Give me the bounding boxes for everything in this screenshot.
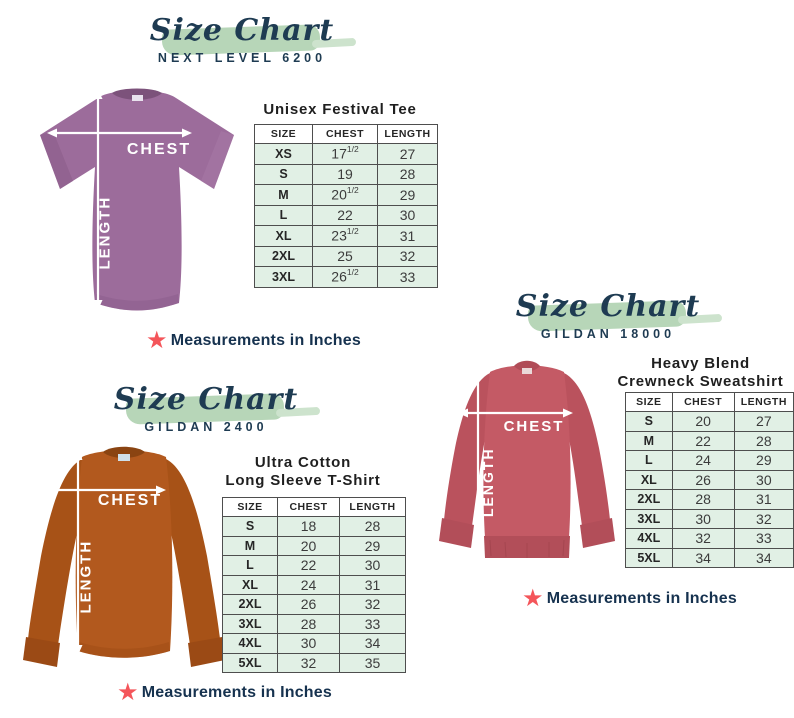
- size-row-xl: [255, 226, 438, 247]
- star-icon: ★: [117, 679, 139, 706]
- note-text: Measurements in Inches: [141, 684, 332, 701]
- measurement-cell: 28: [734, 431, 793, 451]
- note-text: Measurements in Inches: [170, 332, 361, 349]
- sweatshirt-image: [430, 356, 624, 574]
- measurement-cell: 28: [378, 164, 438, 185]
- size-cell: S: [626, 412, 673, 432]
- measurement-cell: 34: [734, 548, 793, 568]
- measurement-cell: 33: [340, 614, 406, 634]
- size-cell: XL: [255, 226, 313, 247]
- size-table-gildan-2400: [222, 497, 406, 673]
- length-arrow-label: LENGTH: [96, 195, 114, 270]
- measurement-cell: 29: [340, 536, 406, 556]
- size-cell: 4XL: [223, 634, 278, 654]
- sweatshirt-graphic: [430, 356, 624, 574]
- measurement-cell: 33: [734, 529, 793, 549]
- size-cell: 4XL: [626, 529, 673, 549]
- measurements-note: [146, 327, 361, 354]
- size-cell: L: [223, 556, 278, 576]
- header-row: [255, 125, 438, 144]
- measurement-cell: 26: [672, 470, 734, 490]
- measurement-cell: 34: [340, 634, 406, 654]
- measurement-cell: 24: [278, 575, 340, 595]
- measurement-cell: 28: [672, 490, 734, 510]
- size-cell: 2XL: [223, 595, 278, 615]
- size-cell: XS: [255, 144, 313, 165]
- brand-model-label: GILDAN 2400: [144, 420, 268, 434]
- measurement-cell: 30: [340, 556, 406, 576]
- measurement-cell: 29: [734, 451, 793, 471]
- long-sleeve-shirt-image: [10, 441, 238, 683]
- product-title-line: Long Sleeve T-Shirt: [225, 471, 381, 489]
- size-cell: XL: [223, 575, 278, 595]
- size-cell: 3XL: [626, 509, 673, 529]
- size-cell: M: [223, 536, 278, 556]
- measurement-cell: 29: [378, 185, 438, 206]
- size-row-l: [255, 205, 438, 226]
- column-header-size: SIZE: [626, 393, 673, 412]
- measurements-note: [522, 585, 737, 612]
- measurement-cell: 20: [672, 412, 734, 432]
- measurement-cell: 18: [278, 517, 340, 537]
- brand-model-label: NEXT LEVEL 6200: [157, 51, 327, 65]
- size-row-2xl: [255, 246, 438, 267]
- size-row-l: [223, 556, 406, 576]
- size-row-s: [626, 412, 794, 432]
- size-cell: S: [255, 164, 313, 185]
- product-title: [608, 355, 793, 390]
- size-row-4xl: [223, 634, 406, 654]
- product-title-line: Unisex Festival Tee: [263, 101, 417, 118]
- measurement-cell: 25: [313, 246, 378, 267]
- measurement-cell: 30: [378, 205, 438, 226]
- note-text: Measurements in Inches: [546, 590, 737, 607]
- column-header-size: SIZE: [223, 498, 278, 517]
- measurement-cell: 31: [734, 490, 793, 510]
- measurement-cell: $17^{1/2}$: [313, 144, 378, 165]
- measurement-cell: 22: [278, 556, 340, 576]
- tshirt-graphic: [28, 82, 246, 317]
- column-header-chest: CHEST: [278, 498, 340, 517]
- size-row-3xl: [626, 509, 794, 529]
- size-row-2xl: [626, 490, 794, 510]
- length-arrow-label: LENGTH: [77, 539, 95, 614]
- size-cell: L: [626, 451, 673, 471]
- size-cell: M: [626, 431, 673, 451]
- measurement-cell: $20^{1/2}$: [313, 185, 378, 206]
- measurement-cell: 33: [378, 267, 438, 288]
- size-table-next-level-6200: [254, 124, 438, 288]
- star-icon: ★: [146, 327, 168, 354]
- size-row-5xl: [626, 548, 794, 568]
- column-header-length: LENGTH: [378, 125, 438, 144]
- measurement-cell: 22: [672, 431, 734, 451]
- tshirt-image: [28, 82, 246, 317]
- neck-tag: [118, 454, 130, 461]
- measurement-cell: 31: [378, 226, 438, 247]
- size-row-3xl: [223, 614, 406, 634]
- chart3-title-block: [488, 288, 728, 341]
- size-row-m: [223, 536, 406, 556]
- size-cell: 2XL: [255, 246, 313, 267]
- length-arrow-label: LENGTH: [480, 447, 496, 517]
- measurement-cell: 20: [278, 536, 340, 556]
- size-cell: 5XL: [626, 548, 673, 568]
- size-row-5xl: [223, 653, 406, 673]
- measurement-cell: 30: [278, 634, 340, 654]
- measurement-cell: $26^{1/2}$: [313, 267, 378, 288]
- size-cell: 5XL: [223, 653, 278, 673]
- chest-arrow-label: CHEST: [126, 141, 192, 158]
- size-cell: S: [223, 517, 278, 537]
- measurement-cell: 27: [378, 144, 438, 165]
- product-title: [213, 454, 393, 489]
- product-title-line: Crewneck Sweatshirt: [617, 372, 784, 390]
- measurement-cell: 31: [340, 575, 406, 595]
- column-header-size: SIZE: [255, 125, 313, 144]
- size-row-2xl: [223, 595, 406, 615]
- script-title: Size Chart: [515, 289, 701, 324]
- chart1-title-block: [122, 12, 362, 65]
- script-title: Size Chart: [113, 382, 299, 417]
- size-cell: 3XL: [255, 267, 313, 288]
- size-row-4xl: [626, 529, 794, 549]
- brand-model-label: GILDAN 18000: [540, 327, 676, 341]
- size-row-s: [223, 517, 406, 537]
- size-row-xl: [626, 470, 794, 490]
- size-row-m: [626, 431, 794, 451]
- measurement-cell: 27: [734, 412, 793, 432]
- measurement-cell: 35: [340, 653, 406, 673]
- size-row-xl: [223, 575, 406, 595]
- measurement-cell: 32: [672, 529, 734, 549]
- chart2-title-block: [86, 381, 326, 434]
- measurements-note: [117, 679, 332, 706]
- measurement-cell: 32: [340, 595, 406, 615]
- measurement-cell: 22: [313, 205, 378, 226]
- measurement-cell: 30: [734, 470, 793, 490]
- size-cell: XL: [626, 470, 673, 490]
- neck-tag: [522, 368, 532, 374]
- script-title: Size Chart: [149, 13, 335, 48]
- size-cell: L: [255, 205, 313, 226]
- size-cell: 3XL: [223, 614, 278, 634]
- measurement-cell: 28: [278, 614, 340, 634]
- column-header-chest: CHEST: [672, 393, 734, 412]
- chest-arrow-label: CHEST: [97, 492, 163, 509]
- measurement-cell: 32: [378, 246, 438, 267]
- measurement-cell: 28: [340, 517, 406, 537]
- product-title-line: Heavy Blend: [651, 355, 750, 372]
- column-header-chest: CHEST: [313, 125, 378, 144]
- size-row-s: [255, 164, 438, 185]
- size-cell: M: [255, 185, 313, 206]
- column-header-length: LENGTH: [340, 498, 406, 517]
- size-row-l: [626, 451, 794, 471]
- size-table-gildan-18000: [625, 392, 794, 568]
- size-row-3xl: [255, 267, 438, 288]
- measurement-cell: 30: [672, 509, 734, 529]
- measurement-cell: 19: [313, 164, 378, 185]
- measurement-cell: 32: [734, 509, 793, 529]
- long-sleeve-graphic: [10, 441, 238, 683]
- size-row-m: [255, 185, 438, 206]
- product-title-line: Ultra Cotton: [254, 454, 352, 471]
- chest-arrow-label: CHEST: [503, 418, 565, 435]
- column-header-length: LENGTH: [734, 393, 793, 412]
- header-row: [626, 393, 794, 412]
- measurement-cell: 34: [672, 548, 734, 568]
- measurement-cell: 26: [278, 595, 340, 615]
- neck-tag: [132, 95, 143, 101]
- size-cell: 2XL: [626, 490, 673, 510]
- header-row: [223, 498, 406, 517]
- measurement-cell: $23^{1/2}$: [313, 226, 378, 247]
- measurement-cell: 24: [672, 451, 734, 471]
- size-row-xs: [255, 144, 438, 165]
- product-title: [250, 101, 430, 119]
- star-icon: ★: [522, 585, 544, 612]
- measurement-cell: 32: [278, 653, 340, 673]
